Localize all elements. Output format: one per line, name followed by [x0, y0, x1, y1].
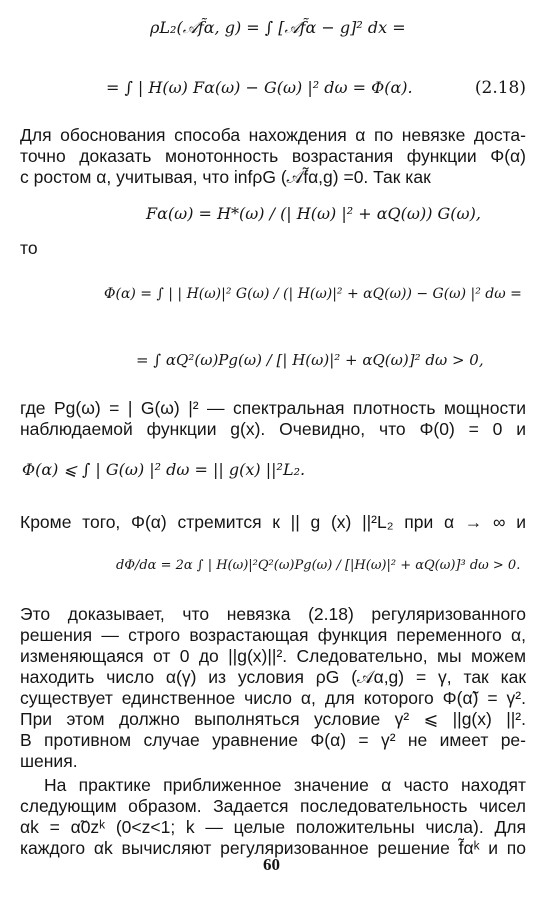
equation-text: dΦ/dα = 2α ∫ | H(ω)|²Q²(ω)Pg(ω) / [|H(ω)|² + αQ(ω)]³ dω > 0. [116, 558, 521, 573]
equation-text: = ∫ | H(ω) Fα(ω) − G(ω) |² dω = Φ(α). [106, 78, 413, 97]
para4-line-3: изменяющаяся от 0 до ||g(x)||². Следовательно, мы можем [20, 646, 526, 666]
equation-text: Fα(ω) = H*(ω) / (| H(ω) |² + αQ(ω)) G(ω), [146, 204, 481, 223]
para1-line-3: с ростом α, учитывая, что infρG (𝒜f̃α,g) =0. Так как [20, 167, 431, 187]
equation-text: ρL₂(𝒜f̃α, g) = ∫ [𝒜f̃α − g]² dx = [150, 18, 406, 37]
para2-line-2: наблюдаемой функции g(x). Очевидно, что Φ(0) = 0 и [20, 419, 526, 439]
para5-line-3: αk = α̃0zᵏ (0<z<1; k — целые положительны числа). Для [20, 817, 526, 837]
word-to: то [20, 238, 38, 258]
para3-line: Кроме того, Φ(α) стремится к || g (x) ||²L₂ при α → ∞ и [20, 512, 526, 532]
para4-line-8: шения. [20, 751, 78, 771]
equation-text: Φ(α) = ∫ | | H(ω)|² G(ω) / (| H(ω)|² + αQ(ω)) − G(ω) |² dω = [104, 286, 522, 302]
para4-line-7: В противном случае уравнение Φ(α) = γ² не имеет ре- [20, 730, 526, 750]
para4-line-5: существует единственное число α, для которого Φ(α̃) = γ². [20, 688, 526, 708]
equation-phi-line1 [104, 284, 522, 304]
equation-f-alpha [146, 204, 481, 224]
para5-line-2: следующим образом. Задается последовательность чисел [20, 796, 526, 816]
equation-bound [22, 460, 305, 480]
equation-number [475, 78, 526, 98]
equation-derivative [116, 556, 520, 576]
para4-line-4: находить число α(γ) из условия ρG (𝒜α,g) = γ, так как [20, 667, 526, 687]
equation-phi-line2 [136, 350, 484, 370]
para4-line-6: При этом должно выполняться условие γ² ⩽ ||g(x) ||². [20, 709, 526, 729]
para4-line-1: Это доказывает, что невязка (2.18) регуляризованного [20, 604, 526, 624]
equation-text: = ∫ αQ²(ω)Pg(ω) / [| H(ω)|² + αQ(ω)]² dω > 0, [136, 351, 484, 369]
para5-line-1: На практике приближенное значение α часто находят [44, 775, 526, 795]
para5-line-4: каждого αk вычисляют регуляризованное решение f̃αᵏ и по [20, 838, 526, 858]
page-number: 60 [263, 855, 280, 874]
para4-line-2: решения — строго возрастающая функция переменного α, [20, 625, 526, 645]
equation-number-text: (2.18) [474, 78, 526, 98]
equation-2-18-line1 [150, 18, 406, 38]
equation-text: Φ(α) ⩽ ∫ | G(ω) |² dω = || g(x) ||²L₂. [22, 460, 306, 479]
para1-line-1: Для обоснования способа нахождения α по невязке доста- [20, 125, 526, 145]
equation-2-18-line2 [106, 78, 413, 98]
para1-line-2: точно доказать монотонность возрастания функции Φ(α) [20, 146, 526, 166]
para2-line-1: где Pg(ω) = | G(ω) |² — спектральная плотность мощности [20, 398, 526, 418]
